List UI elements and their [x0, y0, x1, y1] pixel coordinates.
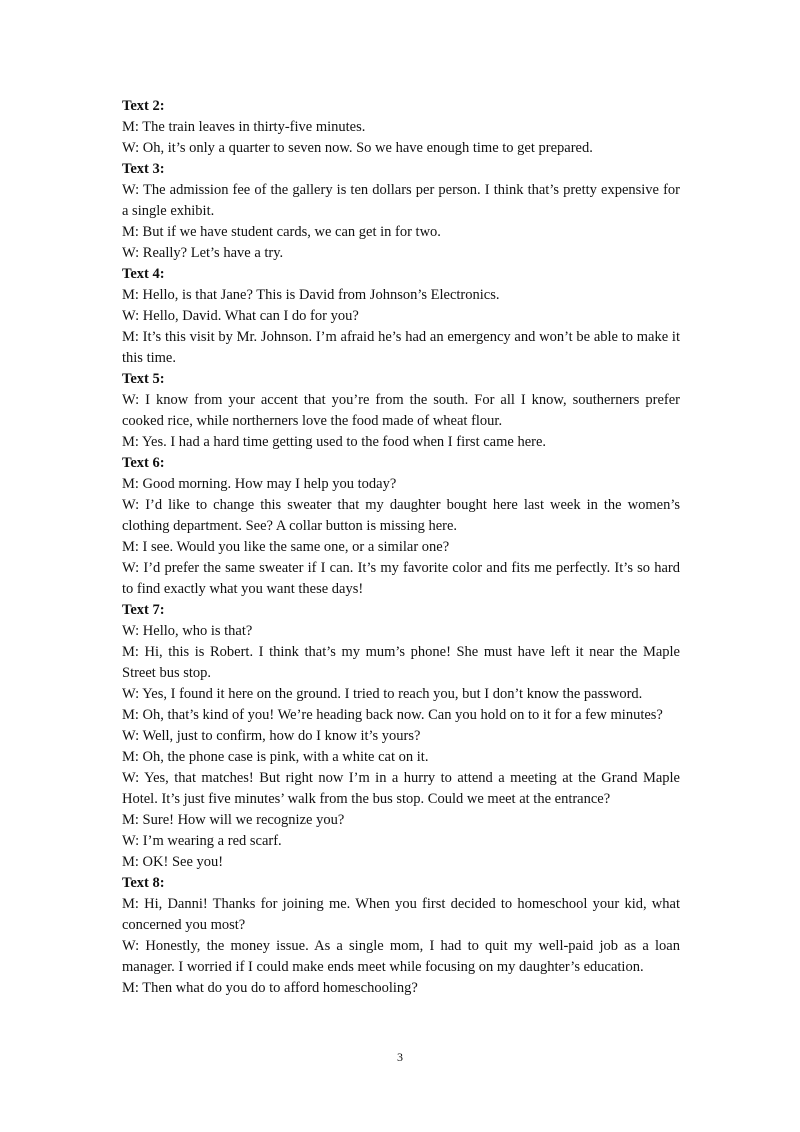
section-title: Text 8:: [122, 875, 165, 891]
section-title: Text 6:: [122, 455, 165, 471]
section-text-2: [122, 96, 680, 159]
section-text-4: [122, 264, 680, 369]
dialogue-line: W: Hello, David. What can I do for you?: [122, 308, 359, 324]
transcript-body: [122, 96, 680, 999]
dialogue-line: M: The train leaves in thirty-five minutes.: [122, 119, 366, 135]
dialogue-line: M: Oh, the phone case is pink, with a white cat on it.: [122, 749, 429, 765]
dialogue-line: M: I see. Would you like the same one, or a similar one?: [122, 539, 450, 555]
page-number: 3: [397, 1050, 403, 1064]
dialogue-line: W: Yes, I found it here on the ground. I tried to reach you, but I don’t know the password.: [122, 686, 643, 702]
dialogue-line: M: Hi, Danni! Thanks for joining me. When you first decided to homeschool your kid, what concerned you most?: [122, 896, 680, 933]
dialogue-line: W: Really? Let’s have a try.: [122, 245, 284, 261]
section-text-6: [122, 453, 680, 600]
dialogue-line: M: OK! See you!: [122, 854, 224, 870]
dialogue-line: M: Sure! How will we recognize you?: [122, 812, 345, 828]
dialogue-line: W: Oh, it’s only a quarter to seven now. So we have enough time to get prepared.: [122, 140, 593, 156]
dialogue-line: W: I’d like to change this sweater that my daughter bought here last week in the women’s clothing department. See? A collar button is missing here.: [122, 497, 680, 534]
section-text-7: [122, 600, 680, 873]
dialogue-line: M: Yes. I had a hard time getting used to the food when I first came here.: [122, 434, 547, 450]
section-text-8: [122, 873, 680, 999]
section-text-5: [122, 369, 680, 453]
dialogue-line: M: Hello, is that Jane? This is David from Johnson’s Electronics.: [122, 287, 500, 303]
dialogue-line: M: But if we have student cards, we can get in for two.: [122, 224, 441, 240]
dialogue-line: W: Hello, who is that?: [122, 623, 253, 639]
dialogue-line: W: Yes, that matches! But right now I’m in a hurry to attend a meeting at the Grand Maple Hotel. It’s just five minutes’ walk from the bus stop. Could we meet at the entrance?: [122, 770, 680, 807]
dialogue-line: W: I know from your accent that you’re from the south. For all I know, southerners prefer cooked rice, while northerners love the food made of wheat flour.: [122, 392, 680, 429]
dialogue-line: M: It’s this visit by Mr. Johnson. I’m afraid he’s had an emergency and won’t be able to make it this time.: [122, 329, 680, 366]
dialogue-line: W: Honestly, the money issue. As a single mom, I had to quit my well-paid job as a loan manager. I worried if I could make ends meet while focusing on my daughter’s education.: [122, 938, 680, 975]
dialogue-line: W: The admission fee of the gallery is ten dollars per person. I think that’s pretty expensive for a single exhibit.: [122, 182, 680, 219]
dialogue-line: W: I’m wearing a red scarf.: [122, 833, 282, 849]
dialogue-line: M: Good morning. How may I help you today?: [122, 476, 397, 492]
dialogue-line: W: I’d prefer the same sweater if I can. It’s my favorite color and fits me perfectly. It’s so hard to find exactly what you want these days!: [122, 560, 680, 597]
section-title: Text 5:: [122, 371, 165, 387]
dialogue-line: W: Well, just to confirm, how do I know it’s yours?: [122, 728, 421, 744]
dialogue-line: M: Then what do you do to afford homeschooling?: [122, 980, 418, 996]
section-title: Text 2:: [122, 98, 165, 114]
section-title: Text 3:: [122, 161, 165, 177]
dialogue-line: M: Oh, that’s kind of you! We’re heading back now. Can you hold on to it for a few minutes?: [122, 707, 663, 723]
dialogue-line: M: Hi, this is Robert. I think that’s my mum’s phone! She must have left it near the Maple Street bus stop.: [122, 644, 680, 681]
section-text-3: [122, 159, 680, 264]
section-title: Text 7:: [122, 602, 165, 618]
section-title: Text 4:: [122, 266, 165, 282]
